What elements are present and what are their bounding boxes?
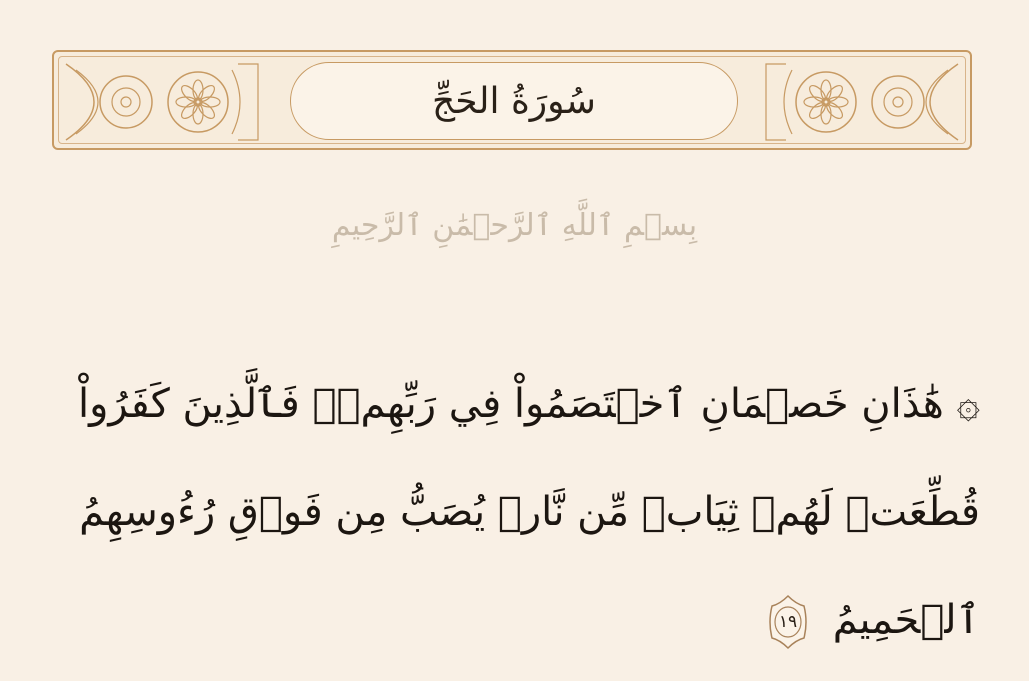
surah-title-cartouche <box>290 62 738 140</box>
ayah-number-marker <box>766 594 810 650</box>
surah-title: سُورَةُ الحَجِّ <box>432 80 596 122</box>
verse-line-3-text: ٱلۡحَمِيمُ <box>832 597 980 643</box>
verse-line-1: ۞ هَٰذَانِ خَصۡمَانِ ٱخۡتَصَمُواْ فِي رَبِّهِمۡۖ فَٱلَّذِينَ كَفَرُواْ <box>77 381 980 427</box>
verse-text <box>77 350 980 674</box>
basmala: بِسۡمِ ٱللَّهِ ٱلرَّحۡمَٰنِ ٱلرَّحِيمِ <box>331 208 698 243</box>
left-rosette-ornament-icon <box>62 60 262 144</box>
surah-header-frame <box>52 50 972 150</box>
ayah-number: ١٩ <box>778 612 798 632</box>
verse-line-2: قُطِّعَتۡ لَهُمۡ ثِيَابٞ مِّن نَّارٖ يُصَبُّ مِن فَوۡقِ رُءُوسِهِمُ <box>79 489 980 535</box>
verse-line-3 <box>80 566 980 674</box>
right-rosette-ornament-icon <box>762 60 962 144</box>
